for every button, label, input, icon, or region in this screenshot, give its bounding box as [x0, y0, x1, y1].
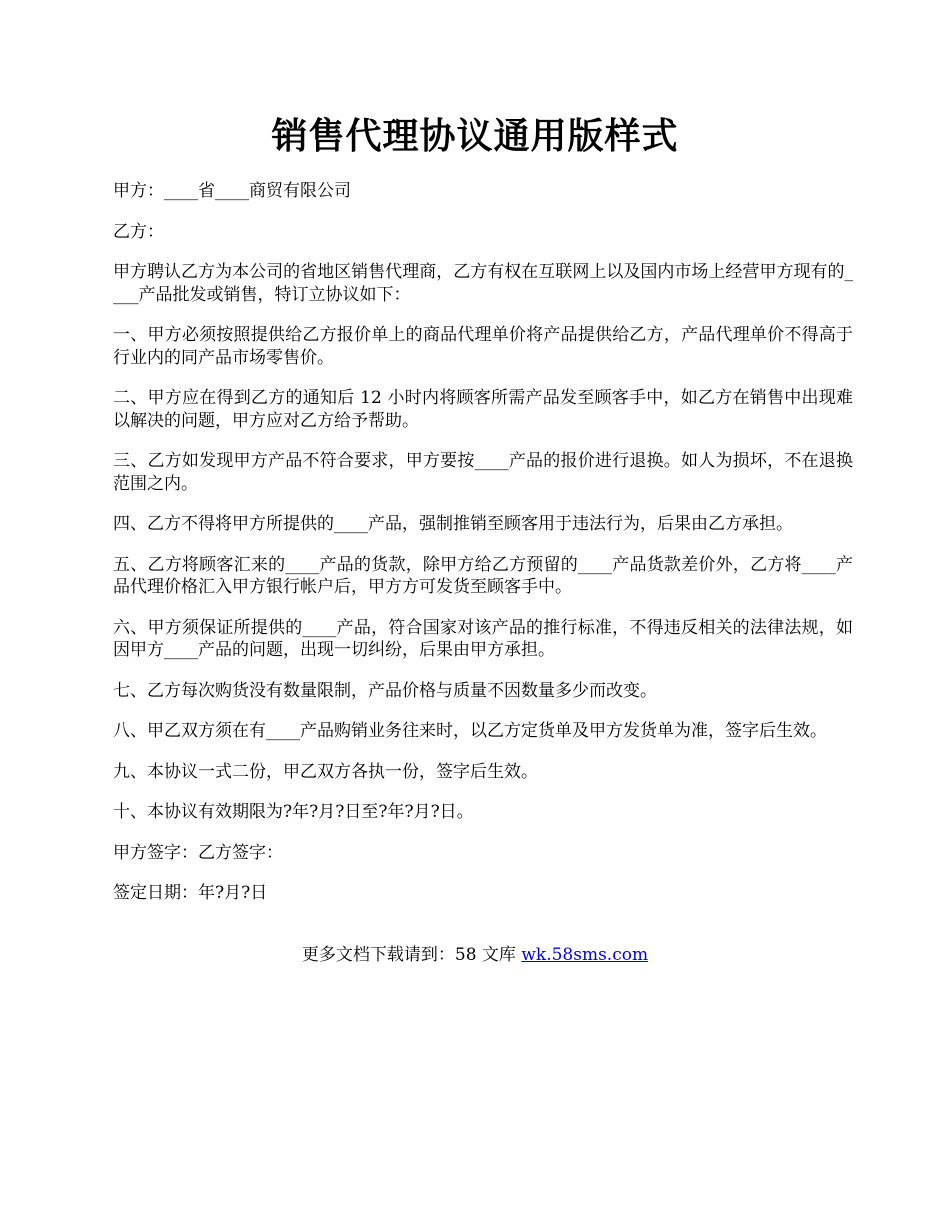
clause-7: 七、乙方每次购货没有数量限制，产品价格与质量不因数量多少而改变。	[113, 680, 657, 701]
clause-9: 九、本协议一式二份，甲乙双方各执一份，签字后生效。	[113, 761, 538, 782]
footer-prefix: 更多文档下载请到：58 文库	[301, 945, 522, 965]
clause-3: 三、乙方如发现甲方产品不符合要求，甲方要按____产品的报价进行退换。如人为损坏，不在退换范围之内。	[113, 451, 853, 494]
document-body	[113, 180, 853, 923]
clause-2: 二、甲方应在得到乙方的通知后 12 小时内将顾客所需产品发至顾客手中，如乙方在销售中出现难以解决的问题，甲方应对乙方给予帮助。	[113, 388, 853, 431]
clause-6: 六、甲方须保证所提供的____产品，符合国家对该产品的推行标准，不得违反相关的法律法规，如因甲方____产品的问题，出现一切纠纷，后果由甲方承担。	[113, 617, 853, 660]
clause-8: 八、甲乙双方须在有____产品购销业务往来时，以乙方定货单及甲方发货单为准，签字后生效。	[113, 721, 827, 741]
party-a-line: 甲方：____省____商贸有限公司	[113, 181, 351, 201]
party-b-line: 乙方：	[113, 221, 164, 242]
intro-paragraph: 甲方聘认乙方为本公司的省地区销售代理商，乙方有权在互联网上以及国内市场上经营甲方现有的____产品批发或销售，特订立协议如下：	[113, 262, 853, 305]
clause-4: 四、乙方不得将甲方所提供的____产品，强制推销至顾客用于违法行为，后果由乙方承担。	[113, 514, 793, 534]
clause-5: 五、乙方将顾客汇来的____产品的货款，除甲方给乙方预留的____产品货款差价外，乙方将____产品代理价格汇入甲方银行帐户后，甲方方可发货至顾客手中。	[113, 554, 853, 597]
footer-link[interactable]: wk.58sms.com	[521, 945, 649, 965]
clause-1: 一、甲方必须按照提供给乙方报价单上的商品代理单价将产品提供给乙方，产品代理单价不得高于行业内的同产品市场零售价。	[113, 325, 853, 368]
sign-date-line: 签定日期：年?月?日	[113, 883, 268, 903]
document-title: 销售代理协议通用版样式	[271, 115, 679, 157]
download-footer	[0, 944, 950, 966]
signature-line: 甲方签字：乙方签字：	[113, 842, 283, 863]
clause-10: 十、本协议有效期限为?年?月?日至?年?月?日。	[113, 802, 474, 822]
